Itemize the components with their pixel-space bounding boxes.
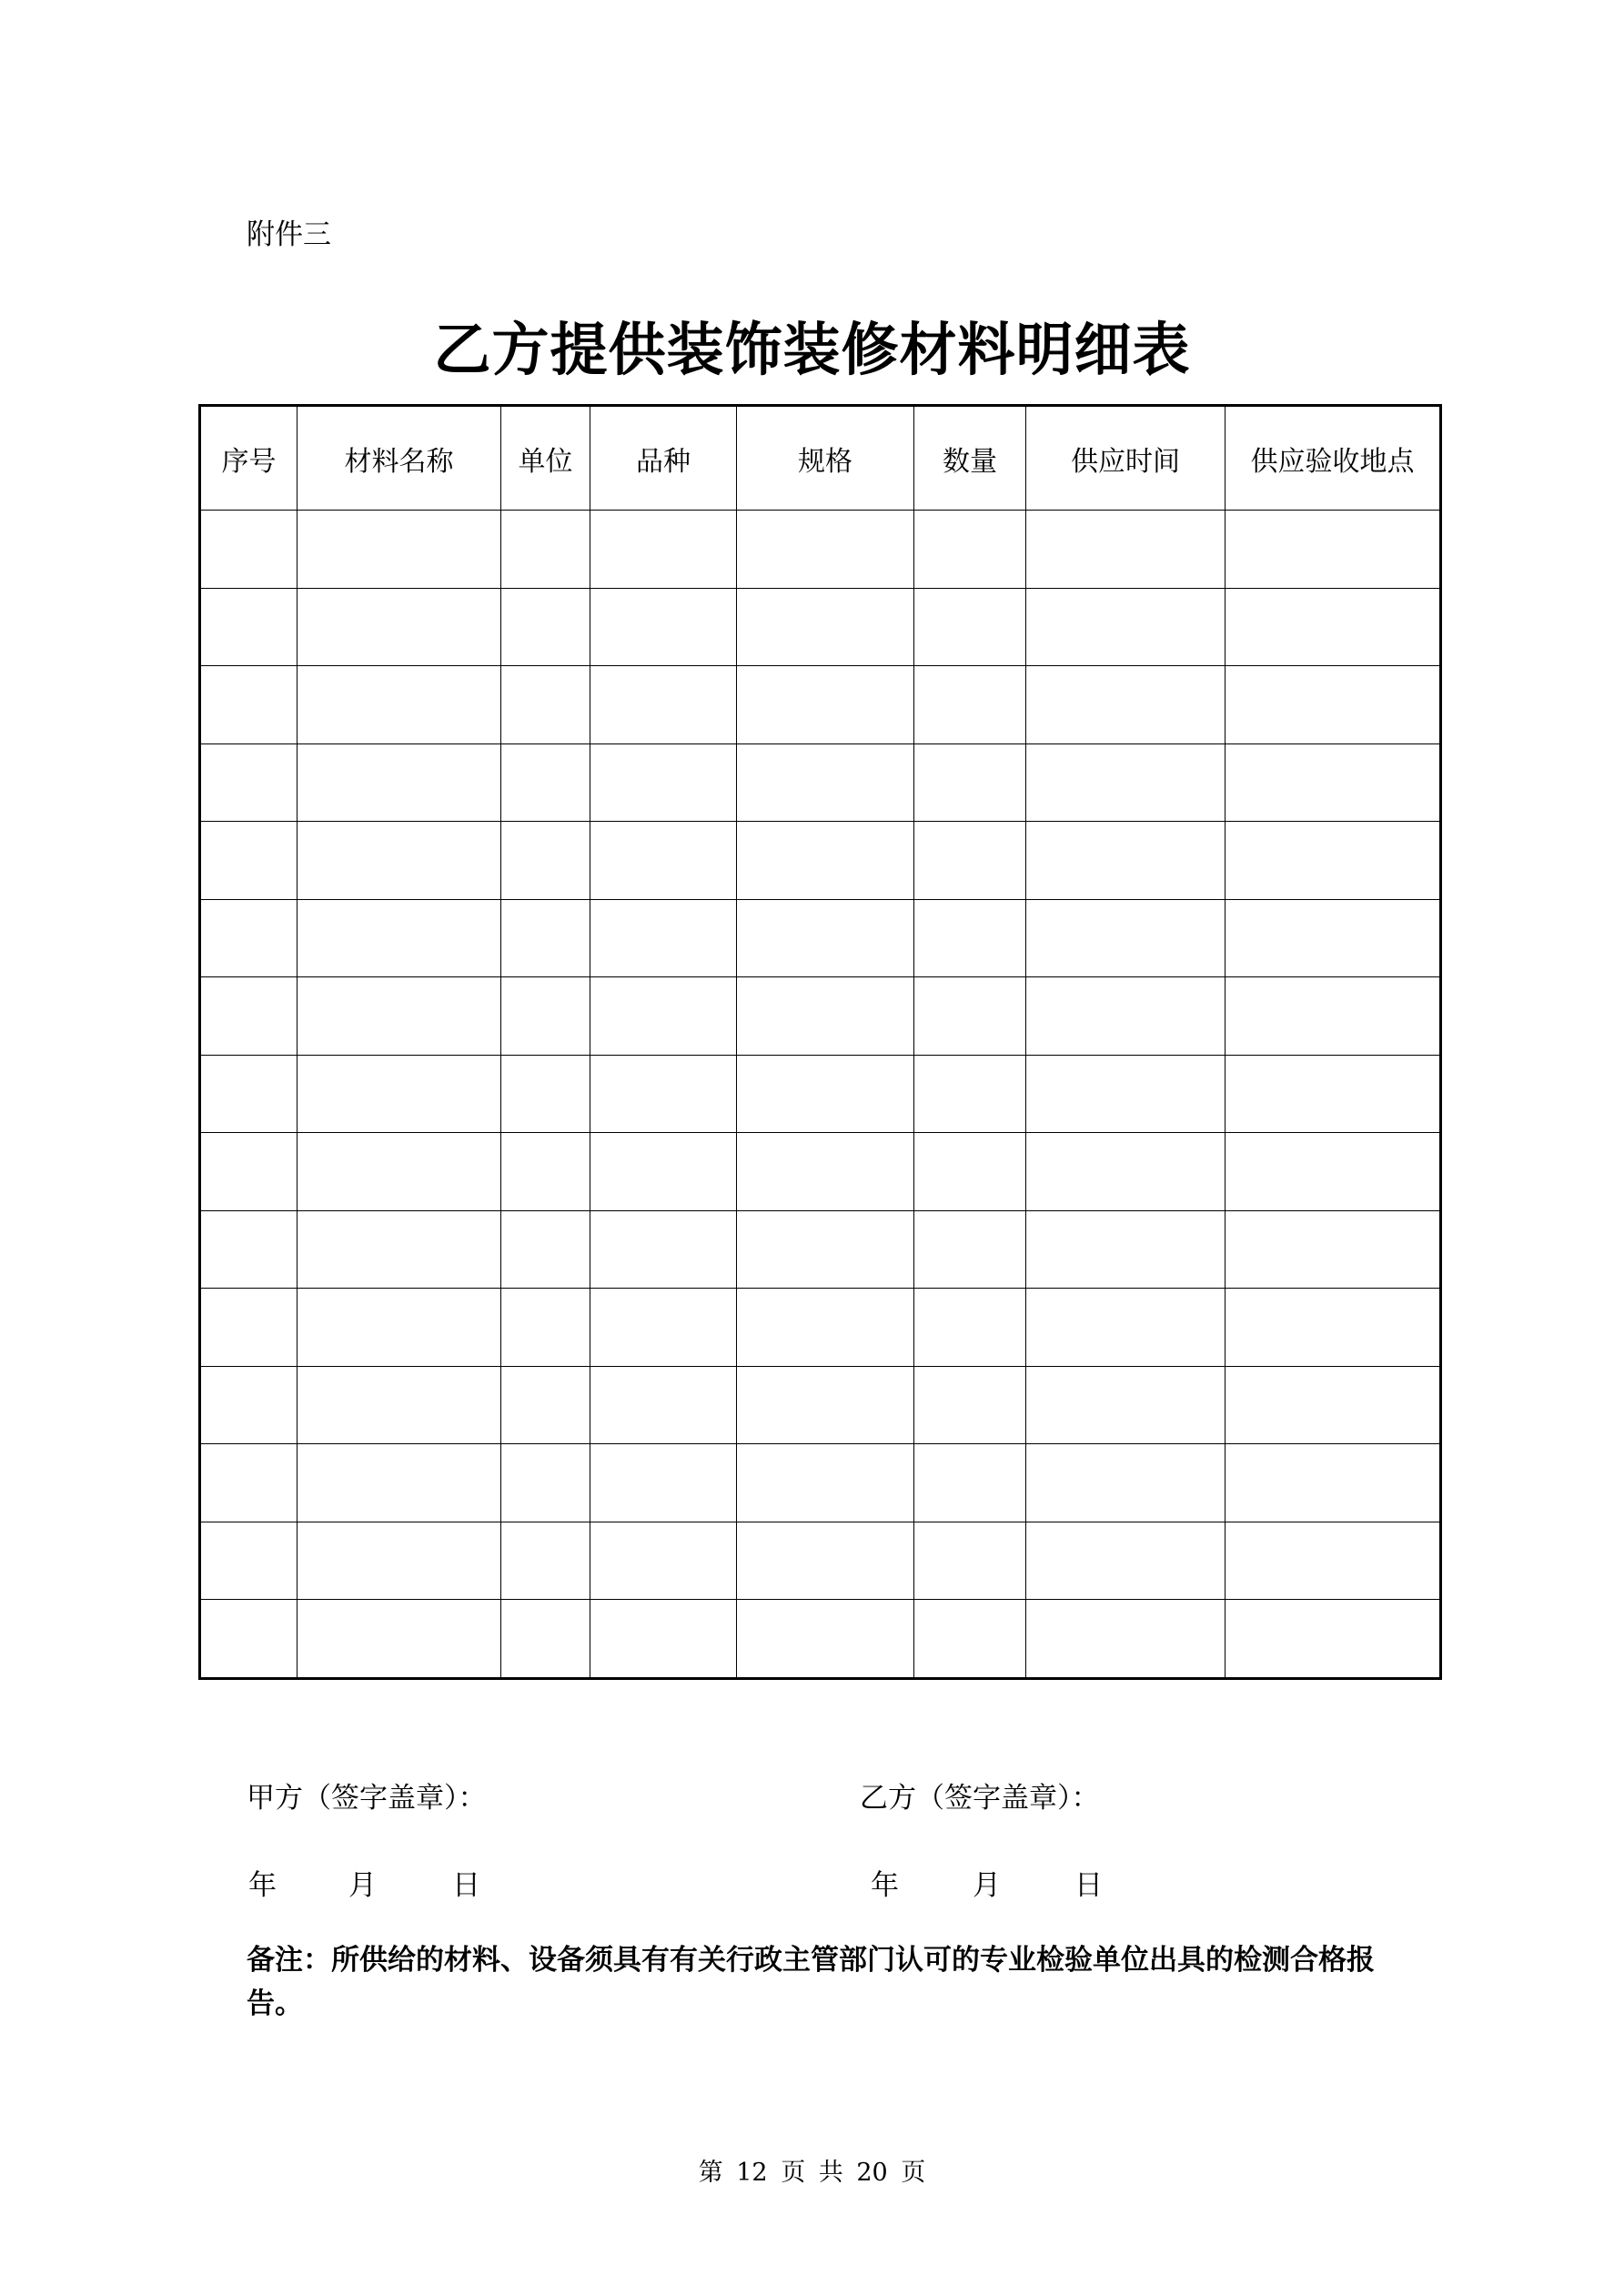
table-row xyxy=(200,1055,1441,1133)
table-cell xyxy=(298,1133,501,1211)
table-row xyxy=(200,1210,1441,1289)
table-cell xyxy=(914,1289,1026,1367)
remark-note: 备注：所供给的材料、设备须具有有关行政主管部门认可的专业检验单位出具的检测合格报告。 xyxy=(247,1944,1375,2020)
table-cell xyxy=(200,822,298,900)
table-cell xyxy=(1226,588,1441,666)
table-cell xyxy=(914,1055,1026,1133)
table-cell xyxy=(1026,1210,1226,1289)
table-cell xyxy=(1026,666,1226,744)
table-cell xyxy=(501,1133,590,1211)
table-cell xyxy=(737,1600,914,1679)
table-cell xyxy=(1226,743,1441,822)
table-cell xyxy=(1026,1366,1226,1444)
table-cell xyxy=(298,743,501,822)
table-cell xyxy=(1026,511,1226,589)
table-cell xyxy=(200,511,298,589)
table-cell xyxy=(1026,822,1226,900)
table-cell xyxy=(501,977,590,1056)
table-cell xyxy=(200,588,298,666)
table-cell xyxy=(200,977,298,1056)
table-row xyxy=(200,1289,1441,1367)
table-cell xyxy=(501,743,590,822)
materials-table xyxy=(198,404,1442,1680)
table-cell xyxy=(1226,666,1441,744)
party-a-signature-label: 甲方（签字盖章）： xyxy=(247,1782,487,1815)
table-cell xyxy=(1226,1133,1441,1211)
table-body xyxy=(200,511,1441,1679)
table-cell xyxy=(501,1444,590,1522)
table-cell xyxy=(298,1522,501,1600)
table-cell xyxy=(298,588,501,666)
table-cell xyxy=(200,1600,298,1679)
table-cell xyxy=(298,899,501,977)
table-row xyxy=(200,1366,1441,1444)
table-cell xyxy=(737,1210,914,1289)
table-cell xyxy=(501,899,590,977)
table-cell xyxy=(298,511,501,589)
party-b-date-day: 日 xyxy=(1074,1869,1103,1902)
party-b-date-year: 年 xyxy=(871,1869,899,1902)
table-cell xyxy=(200,899,298,977)
table-cell xyxy=(298,666,501,744)
table-cell xyxy=(590,1522,737,1600)
table-cell xyxy=(1026,1444,1226,1522)
table-cell xyxy=(737,743,914,822)
table-cell xyxy=(914,511,1026,589)
table-cell xyxy=(501,588,590,666)
table-cell xyxy=(1026,743,1226,822)
table-row xyxy=(200,822,1441,900)
table-header-row xyxy=(200,406,1441,511)
table-cell xyxy=(298,1366,501,1444)
table-row xyxy=(200,1522,1441,1600)
table-cell xyxy=(1026,899,1226,977)
table-cell xyxy=(200,1366,298,1444)
table-cell xyxy=(1026,1289,1226,1367)
table-cell xyxy=(737,977,914,1056)
table-cell xyxy=(1026,1600,1226,1679)
table-cell xyxy=(501,1600,590,1679)
table-cell xyxy=(1226,511,1441,589)
table-cell xyxy=(1226,1055,1441,1133)
party-b-signature-label: 乙方（签字盖章）： xyxy=(860,1782,1100,1815)
table-cell xyxy=(590,977,737,1056)
table-cell xyxy=(298,1055,501,1133)
table-cell xyxy=(914,822,1026,900)
table-cell xyxy=(200,1133,298,1211)
table-cell xyxy=(737,588,914,666)
table-cell xyxy=(737,1366,914,1444)
table-cell xyxy=(501,1210,590,1289)
table-cell xyxy=(1226,1444,1441,1522)
table-cell xyxy=(1226,1522,1441,1600)
attachment-label: 附件三 xyxy=(247,218,331,251)
table-cell xyxy=(1026,1055,1226,1133)
table-cell xyxy=(590,1133,737,1211)
table-cell xyxy=(590,899,737,977)
table-cell xyxy=(737,1444,914,1522)
table-cell xyxy=(298,977,501,1056)
table-cell xyxy=(914,899,1026,977)
table-row xyxy=(200,666,1441,744)
table-cell xyxy=(1226,899,1441,977)
table-cell xyxy=(200,1210,298,1289)
table-row xyxy=(200,743,1441,822)
party-a-date-year: 年 xyxy=(248,1869,277,1902)
table-row xyxy=(200,1133,1441,1211)
table-cell xyxy=(1226,1210,1441,1289)
table-row xyxy=(200,588,1441,666)
table-cell xyxy=(914,977,1026,1056)
header-supply-time: 供应时间 xyxy=(1026,406,1226,511)
table-cell xyxy=(914,666,1026,744)
table-cell xyxy=(298,1600,501,1679)
table-cell xyxy=(1026,588,1226,666)
table-cell xyxy=(737,511,914,589)
table-cell xyxy=(590,1444,737,1522)
table-cell xyxy=(501,666,590,744)
table-row xyxy=(200,977,1441,1056)
table-cell xyxy=(200,743,298,822)
header-spec: 规格 xyxy=(737,406,914,511)
table-cell xyxy=(914,1444,1026,1522)
table-cell xyxy=(590,1366,737,1444)
table-cell xyxy=(737,1055,914,1133)
table-row xyxy=(200,1444,1441,1522)
table-cell xyxy=(914,1522,1026,1600)
table-cell xyxy=(914,1210,1026,1289)
table-cell xyxy=(1226,1289,1441,1367)
table-cell xyxy=(501,1366,590,1444)
document-title: 乙方提供装饰装修材料明细表 xyxy=(433,317,1191,383)
table-cell xyxy=(914,1366,1026,1444)
table-cell xyxy=(914,1133,1026,1211)
header-material-name: 材料名称 xyxy=(298,406,501,511)
table-cell xyxy=(1026,1522,1226,1600)
table-cell xyxy=(200,666,298,744)
table-cell xyxy=(501,1522,590,1600)
page-footer: 第 12 页 共 20 页 xyxy=(698,2159,926,2187)
table-cell xyxy=(737,899,914,977)
table-cell xyxy=(298,1444,501,1522)
table-cell xyxy=(501,1289,590,1367)
table-cell xyxy=(590,511,737,589)
table-cell xyxy=(1226,1366,1441,1444)
table-cell xyxy=(1226,1600,1441,1679)
table-cell xyxy=(590,1055,737,1133)
table-cell xyxy=(200,1055,298,1133)
header-serial: 序号 xyxy=(200,406,298,511)
table-cell xyxy=(1226,822,1441,900)
table-row xyxy=(200,1600,1441,1679)
table-cell xyxy=(501,511,590,589)
table-cell xyxy=(298,1289,501,1367)
table-cell xyxy=(590,822,737,900)
party-a-date-month: 月 xyxy=(348,1869,377,1902)
table-cell xyxy=(737,666,914,744)
table-row xyxy=(200,511,1441,589)
header-unit: 单位 xyxy=(501,406,590,511)
table-cell xyxy=(200,1289,298,1367)
header-variety: 品种 xyxy=(590,406,737,511)
table-cell xyxy=(501,1055,590,1133)
table-cell xyxy=(1026,977,1226,1056)
header-quantity: 数量 xyxy=(914,406,1026,511)
header-acceptance-location: 供应验收地点 xyxy=(1226,406,1441,511)
table-cell xyxy=(1226,977,1441,1056)
table-cell xyxy=(737,1289,914,1367)
table-cell xyxy=(1026,1133,1226,1211)
table-cell xyxy=(200,1522,298,1600)
party-b-date-month: 月 xyxy=(973,1869,1001,1902)
table-cell xyxy=(590,666,737,744)
table-row xyxy=(200,899,1441,977)
table-cell xyxy=(501,822,590,900)
table-cell xyxy=(737,822,914,900)
table-cell xyxy=(914,743,1026,822)
table-cell xyxy=(200,1444,298,1522)
table-cell xyxy=(298,822,501,900)
table-cell xyxy=(914,588,1026,666)
table-cell xyxy=(590,588,737,666)
table-cell xyxy=(914,1600,1026,1679)
table-cell xyxy=(590,1289,737,1367)
table-cell xyxy=(590,1600,737,1679)
table-cell xyxy=(737,1133,914,1211)
table-cell xyxy=(590,1210,737,1289)
table-cell xyxy=(590,743,737,822)
table-cell xyxy=(298,1210,501,1289)
party-a-date-day: 日 xyxy=(452,1869,480,1902)
table-cell xyxy=(737,1522,914,1600)
